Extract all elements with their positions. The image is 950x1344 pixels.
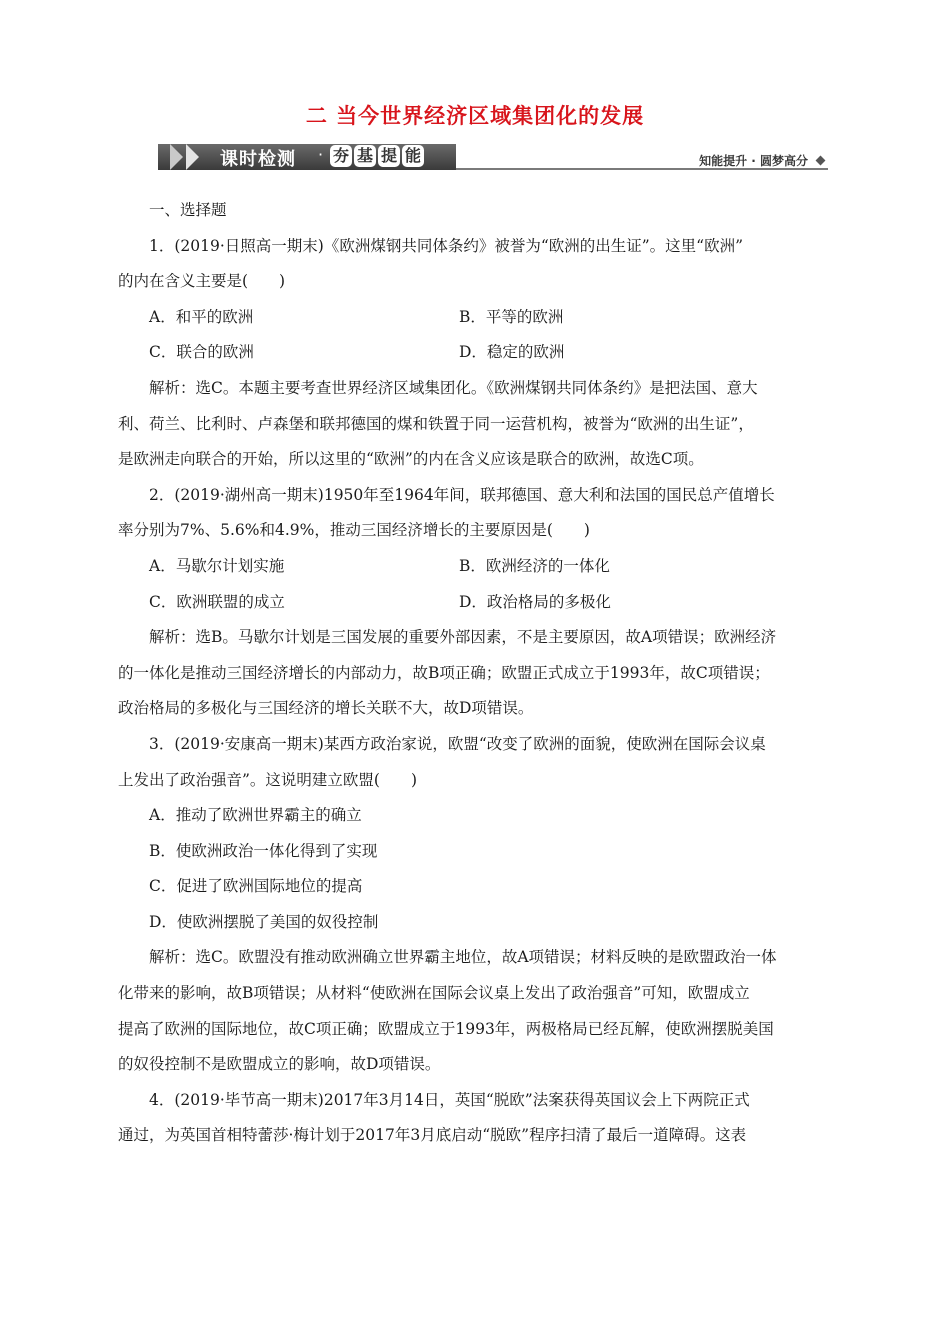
banner-separator: · <box>318 145 324 164</box>
question-1-options-row <box>118 300 834 336</box>
banner-tagline: 知能提升 · 圆梦高分 <box>699 154 808 168</box>
banner-badges <box>330 145 424 167</box>
option-d[interactable]: D．政治格局的多极化 <box>459 592 611 611</box>
question-3-analysis: 提高了欧洲的国际地位，故C项正确；欧盟成立于1993年，两极格局已经瓦解，使欧洲摆脱美国 <box>118 1019 774 1038</box>
question-1-analysis: 是欧洲走向联合的开始，所以这里的“欧洲”的内在含义应该是联合的欧洲，故选C项。 <box>118 450 704 469</box>
question-3-stem: 3．(2019·安康高一期末)某西方政治家说，欧盟“改变了欧洲的面貌，使欧洲在国际会议桌 <box>149 734 766 753</box>
question-1-analysis: 解析：选C。本题主要考查世界经济区域集团化。《欧洲煤钢共同体条约》是把法国、意大 <box>149 378 758 397</box>
question-2-analysis: 的一体化是推动三国经济增长的内部动力，故B项正确；欧盟正式成立于1993年，故C项错误； <box>118 663 770 682</box>
question-1-options-row <box>118 335 834 371</box>
option-b[interactable]: B．平等的欧洲 <box>459 307 564 326</box>
chevron-right-icon <box>186 144 199 170</box>
question-3-analysis: 化带来的影响，故B项错误；从材料“使欧洲在国际会议桌上发出了政治强音”可知，欧盟成立 <box>118 984 750 1003</box>
badge-char: 夯 <box>330 145 352 167</box>
question-1-analysis: 利、荷兰、比利时、卢森堡和联邦德国的煤和铁置于同一运营机构，被誉为“欧洲的出生证”， <box>118 414 754 433</box>
diamond-icon <box>816 156 826 166</box>
option-d[interactable]: D．使欧洲摆脱了美国的奴役控制 <box>149 912 379 931</box>
option-c[interactable]: C．欧洲联盟的成立 <box>149 592 285 611</box>
section-heading: 一、选择题 <box>149 201 227 219</box>
page-title: 二 当今世界经济区域集团化的发展 <box>305 104 645 128</box>
option-d[interactable]: D．稳定的欧洲 <box>459 343 565 362</box>
option-b[interactable]: B．使欧洲政治一体化得到了实现 <box>149 841 378 860</box>
section-banner <box>158 140 828 172</box>
question-3-stem: 上发出了政治强音”。这说明建立欧盟( ) <box>118 770 418 789</box>
question-4-stem: 通过，为英国首相特蕾莎·梅计划于2017年3月底启动“脱欧”程序扫清了最后一道障碍。这表 <box>118 1126 747 1145</box>
question-1-stem: 1．(2019·日照高一期末)《欧洲煤钢共同体条约》被誉为“欧洲的出生证”。这里“欧洲” <box>149 236 744 255</box>
badge-char: 能 <box>402 145 424 167</box>
question-2-options-row <box>118 585 834 621</box>
badge-char: 提 <box>378 145 400 167</box>
badge-char: 基 <box>354 145 376 167</box>
question-content <box>118 193 834 1154</box>
question-2-analysis: 政治格局的多极化与三国经济的增长关联不大，故D项错误。 <box>118 699 534 718</box>
option-b[interactable]: B．欧洲经济的一体化 <box>459 556 610 575</box>
question-2-analysis: 解析：选B。马歇尔计划是三国发展的重要外部因素，不是主要原因，故A项错误；欧洲经济 <box>149 628 777 647</box>
question-2-stem: 2．(2019·湖州高一期末)1950年至1964年间，联邦德国、意大利和法国的国民总产值增长 <box>149 485 775 504</box>
question-2-stem: 率分别为7%、5.6%和4.9%，推动三国经济增长的主要原因是( ) <box>118 521 590 540</box>
question-4-stem: 4．(2019·毕节高一期末)2017年3月14日，英国“脱欧”法案获得英国议会上下两院正式 <box>149 1090 750 1109</box>
banner-label: 课时检测 <box>220 149 296 170</box>
option-a[interactable]: A．推动了欧洲世界霸主的确立 <box>149 806 362 825</box>
chevron-right-icon <box>170 144 183 170</box>
option-a[interactable]: A．马歇尔计划实施 <box>149 556 285 575</box>
option-a[interactable]: A．和平的欧洲 <box>149 307 254 326</box>
option-c[interactable]: C．联合的欧洲 <box>149 343 254 362</box>
question-3-analysis: 解析：选C。欧盟没有推动欧洲确立世界霸主地位，故A项错误；材料反映的是欧盟政治一体 <box>149 948 777 967</box>
question-1-stem: 的内在含义主要是( ) <box>118 272 286 291</box>
question-3-analysis: 的奴役控制不是欧盟成立的影响，故D项错误。 <box>118 1055 441 1074</box>
option-c[interactable]: C．促进了欧洲国际地位的提高 <box>149 877 363 896</box>
question-2-options-row <box>118 549 834 585</box>
